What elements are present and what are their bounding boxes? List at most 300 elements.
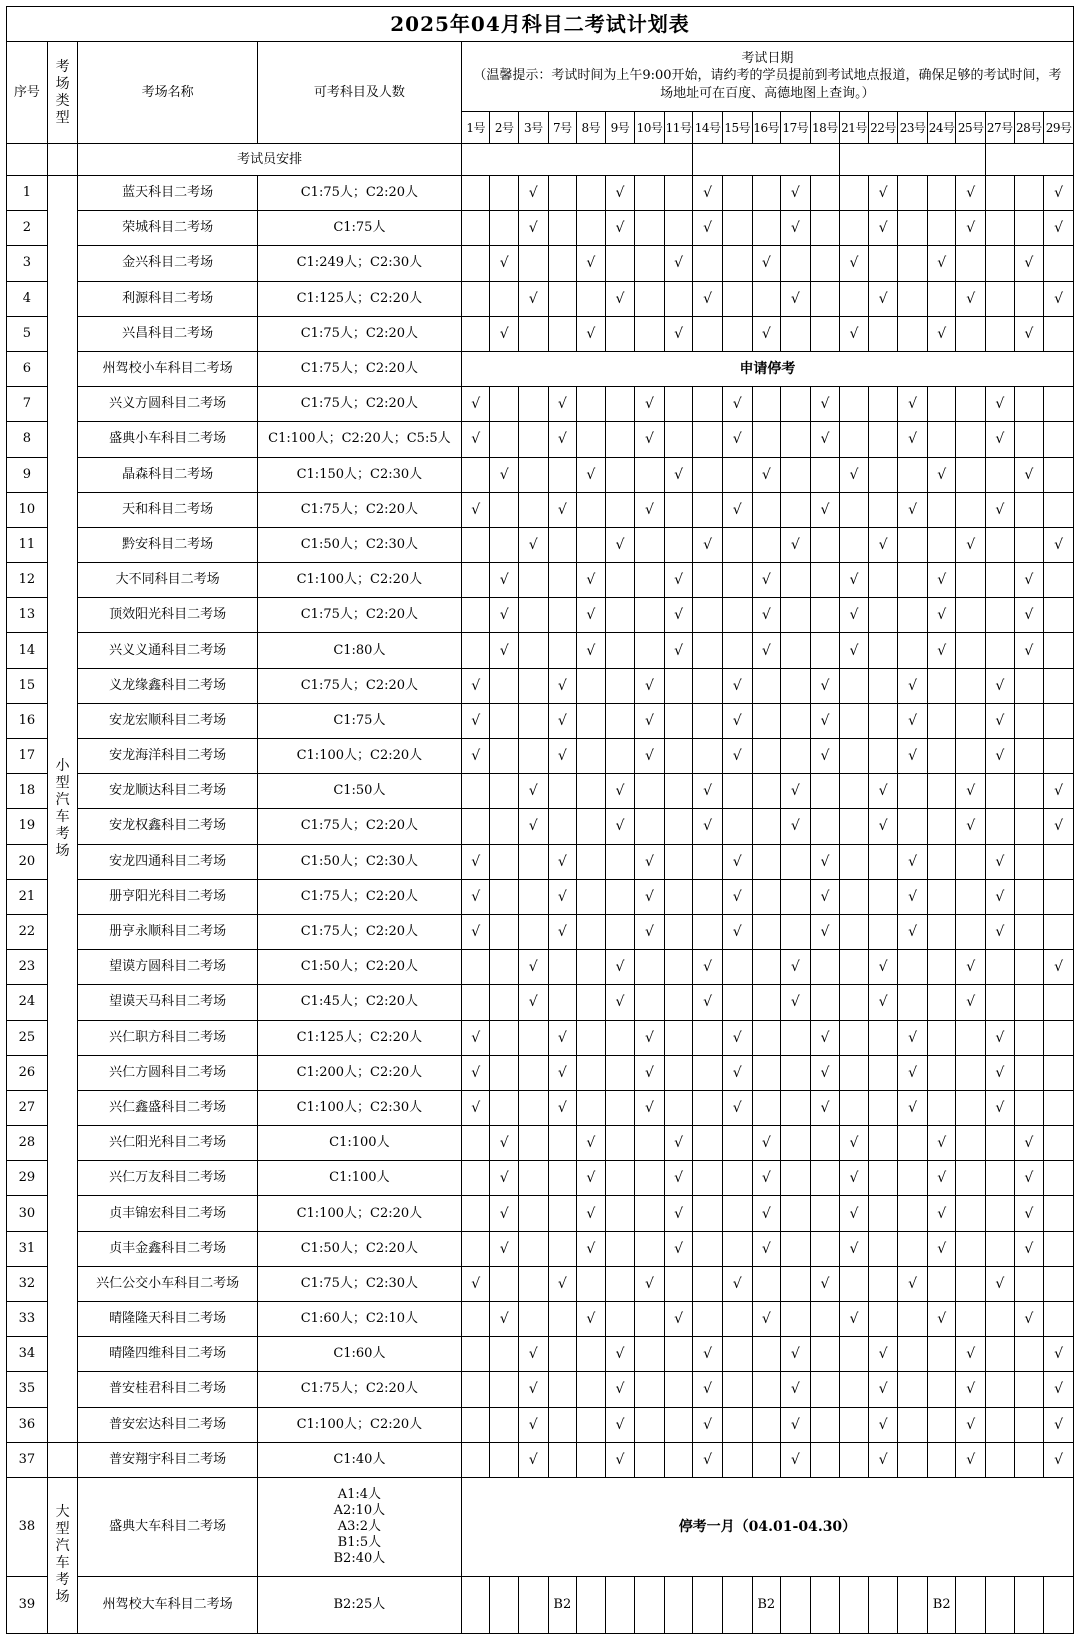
empty-day-cell [1014, 211, 1044, 246]
exam-check-mark: √ [635, 844, 665, 879]
empty-day-cell [693, 1126, 723, 1161]
exam-check-mark: √ [956, 985, 986, 1020]
exam-check-mark: √ [810, 879, 840, 914]
exam-check-mark: √ [898, 879, 928, 914]
capacity-cell: C1:75人；C2:20人 [257, 351, 461, 386]
empty-day-cell [810, 563, 840, 598]
venue-name: 兴仁方圆科目二考场 [78, 1055, 258, 1090]
exam-check-mark: √ [577, 633, 606, 668]
empty-day-cell [781, 563, 811, 598]
empty-day-cell [635, 633, 665, 668]
empty-day-cell [810, 457, 840, 492]
empty-day-cell [461, 774, 490, 809]
venue-name: 兴义方圆科目二考场 [78, 387, 258, 422]
exam-check-mark: √ [548, 1090, 577, 1125]
empty-day-cell [490, 950, 519, 985]
empty-day-cell [490, 668, 519, 703]
exam-check-mark: √ [752, 1161, 781, 1196]
empty-day-cell [840, 527, 869, 562]
capacity-cell: C1:60人；C2:10人 [257, 1302, 461, 1337]
empty-day-cell [722, 985, 752, 1020]
empty-day-cell [490, 387, 519, 422]
empty-day-cell [635, 950, 665, 985]
empty-day-cell [490, 1266, 519, 1301]
exam-check-mark: √ [518, 211, 548, 246]
empty-day-cell [752, 703, 781, 738]
empty-day-cell [693, 1090, 723, 1125]
empty-day-cell [898, 563, 928, 598]
exam-check-mark: √ [868, 1442, 898, 1477]
table-row [7, 316, 1074, 351]
exam-check-mark: √ [781, 1337, 811, 1372]
exam-check-mark: √ [927, 563, 956, 598]
empty-day-cell [548, 809, 577, 844]
empty-day-cell [868, 387, 898, 422]
empty-day-cell [810, 1126, 840, 1161]
empty-day-cell [781, 387, 811, 422]
empty-day-cell [752, 1090, 781, 1125]
venue-name: 兴仁鑫盛科目二考场 [78, 1090, 258, 1125]
day-label: 11号 [664, 112, 693, 144]
empty-day-cell [781, 879, 811, 914]
capacity-cell: C1:75人；C2:20人 [257, 1372, 461, 1407]
empty-day-cell [1014, 1090, 1044, 1125]
empty-day-cell [635, 176, 665, 211]
empty-day-cell [956, 1576, 986, 1633]
empty-day-cell [868, 914, 898, 949]
empty-day-cell [577, 1442, 606, 1477]
seq-cell: 19 [7, 809, 48, 844]
group-small-cars [47, 176, 78, 1443]
empty-day-cell [722, 176, 752, 211]
exam-check-mark: √ [548, 1020, 577, 1055]
day-label: 14号 [693, 112, 723, 144]
empty-day-cell [548, 598, 577, 633]
seq-cell: 34 [7, 1337, 48, 1372]
venue-name: 兴仁阳光科目二考场 [78, 1126, 258, 1161]
table-row [7, 1477, 1074, 1576]
capacity-cell: C1:100人；C2:30人 [257, 1090, 461, 1125]
capacity-cell: C1:75人；C2:20人 [257, 598, 461, 633]
empty-day-cell [518, 492, 548, 527]
empty-day-cell [605, 1266, 635, 1301]
exam-check-mark: √ [986, 914, 1015, 949]
empty-day-cell [1044, 879, 1074, 914]
empty-day-cell [986, 1442, 1015, 1477]
exam-check-mark: √ [752, 1196, 781, 1231]
empty-day-cell [664, 809, 693, 844]
empty-day-cell [781, 1266, 811, 1301]
empty-day-cell [548, 1231, 577, 1266]
capacity-cell: C1:150人；C2:30人 [257, 457, 461, 492]
capacity-cell: C1:100人；C2:20人；C5:5人 [257, 422, 461, 457]
exam-check-mark: √ [518, 950, 548, 985]
empty-day-cell [840, 1337, 869, 1372]
capacity-cell: C1:50人 [257, 774, 461, 809]
empty-day-cell [840, 281, 869, 316]
exam-check-mark: √ [1044, 950, 1074, 985]
day-label: 7号 [548, 112, 577, 144]
exam-check-mark: √ [635, 1266, 665, 1301]
table-row [7, 668, 1074, 703]
exam-check-mark: √ [810, 1266, 840, 1301]
seq-cell: 22 [7, 914, 48, 949]
empty-day-cell [722, 1161, 752, 1196]
capacity-cell: C1:60人 [257, 1337, 461, 1372]
venue-name: 普安桂君科目二考场 [78, 1372, 258, 1407]
empty-day-cell [605, 739, 635, 774]
empty-day-cell [461, 563, 490, 598]
empty-day-cell [1014, 1576, 1044, 1633]
empty-day-cell [810, 985, 840, 1020]
exam-check-mark: √ [986, 668, 1015, 703]
exam-check-mark: √ [1044, 1442, 1074, 1477]
empty-day-cell [518, 703, 548, 738]
empty-day-cell [605, 457, 635, 492]
exam-check-mark: √ [635, 914, 665, 949]
exam-check-mark: √ [1014, 1302, 1044, 1337]
empty-day-cell [518, 1055, 548, 1090]
day-label: 8号 [577, 112, 606, 144]
exam-check-mark: √ [664, 1126, 693, 1161]
empty-day-cell [490, 211, 519, 246]
empty-day-cell [518, 1266, 548, 1301]
examiner-cell [840, 144, 986, 176]
empty-day-cell [868, 1576, 898, 1633]
exam-check-mark: √ [927, 1196, 956, 1231]
empty-day-cell [664, 176, 693, 211]
empty-day-cell [461, 1231, 490, 1266]
empty-day-cell [868, 1196, 898, 1231]
empty-day-cell [490, 1090, 519, 1125]
exam-check-mark: √ [490, 633, 519, 668]
empty-day-cell [752, 950, 781, 985]
exam-check-mark: √ [868, 985, 898, 1020]
venue-name: 晴隆隆天科目二考场 [78, 1302, 258, 1337]
empty-day-cell [1044, 246, 1074, 281]
exam-check-mark: √ [1044, 527, 1074, 562]
capacity-cell: C1:50人；C2:30人 [257, 844, 461, 879]
empty-day-cell [461, 316, 490, 351]
empty-day-cell [1014, 879, 1044, 914]
venue-name: 蓝天科目二考场 [78, 176, 258, 211]
empty-day-cell [605, 1020, 635, 1055]
empty-day-cell [635, 246, 665, 281]
exam-check-mark: √ [1044, 774, 1074, 809]
venue-name: 大不同科目二考场 [78, 563, 258, 598]
venue-name: 盛典小车科目二考场 [78, 422, 258, 457]
empty-day-cell [1014, 422, 1044, 457]
empty-day-cell [868, 1055, 898, 1090]
table-row [7, 1090, 1074, 1125]
empty-day-cell [693, 1196, 723, 1231]
empty-day-cell [577, 774, 606, 809]
empty-day-cell [840, 703, 869, 738]
empty-day-cell [840, 774, 869, 809]
empty-day-cell [605, 633, 635, 668]
venue-name: 安龙顺达科目二考场 [78, 774, 258, 809]
exam-check-mark: √ [722, 879, 752, 914]
capacity-cell: C1:50人；C2:20人 [257, 1231, 461, 1266]
empty-day-cell [605, 316, 635, 351]
exam-check-mark: √ [1014, 598, 1044, 633]
empty-day-cell [956, 457, 986, 492]
exam-check-mark: √ [693, 985, 723, 1020]
empty-day-cell [898, 1126, 928, 1161]
empty-day-cell [927, 1407, 956, 1442]
empty-day-cell [752, 914, 781, 949]
capacity-line: B1:5人 [337, 1534, 382, 1550]
empty-day-cell [986, 598, 1015, 633]
empty-day-cell [1014, 739, 1044, 774]
empty-day-cell [1044, 598, 1074, 633]
exam-check-mark: √ [693, 774, 723, 809]
table-row [7, 1020, 1074, 1055]
seq-cell: 17 [7, 739, 48, 774]
seq-cell: 9 [7, 457, 48, 492]
empty-day-cell [927, 879, 956, 914]
empty-day-cell [810, 1372, 840, 1407]
exam-check-mark: √ [1014, 563, 1044, 598]
exam-check-mark: √ [693, 211, 723, 246]
empty-day-cell [956, 316, 986, 351]
exam-check-mark: √ [635, 492, 665, 527]
day-label: 28号 [1014, 112, 1044, 144]
seq-cell: 24 [7, 985, 48, 1020]
empty-day-cell [577, 739, 606, 774]
empty-day-cell [956, 1055, 986, 1090]
exam-check-mark: √ [781, 774, 811, 809]
empty-day-cell [635, 316, 665, 351]
empty-day-cell [752, 1055, 781, 1090]
empty-day-cell [986, 563, 1015, 598]
empty-day-cell [752, 527, 781, 562]
empty-day-cell [898, 316, 928, 351]
exam-check-mark: √ [986, 879, 1015, 914]
exam-check-mark: √ [840, 246, 869, 281]
empty-day-cell [986, 281, 1015, 316]
empty-day-cell [490, 422, 519, 457]
empty-day-cell [461, 1126, 490, 1161]
empty-day-cell [752, 387, 781, 422]
empty-day-cell [840, 844, 869, 879]
venue-name: 兴仁公交小车科目二考场 [78, 1266, 258, 1301]
empty-day-cell [752, 1337, 781, 1372]
exam-check-mark: √ [490, 1231, 519, 1266]
exam-check-mark: √ [810, 844, 840, 879]
empty-day-cell [898, 527, 928, 562]
table-row [7, 985, 1074, 1020]
empty-day-cell [868, 879, 898, 914]
exam-check-mark: √ [461, 1266, 490, 1301]
examiner-cell [986, 144, 1074, 176]
empty-day-cell [577, 950, 606, 985]
empty-day-cell [577, 1337, 606, 1372]
empty-day-cell [986, 633, 1015, 668]
exam-check-mark: √ [868, 1372, 898, 1407]
exam-check-mark: √ [461, 422, 490, 457]
seq-cell: 39 [7, 1576, 48, 1633]
exam-check-mark: √ [548, 879, 577, 914]
exam-check-mark: √ [868, 1407, 898, 1442]
exam-check-mark: √ [986, 387, 1015, 422]
exam-check-mark: √ [635, 387, 665, 422]
exam-check-mark: √ [722, 422, 752, 457]
exam-check-mark: √ [781, 527, 811, 562]
empty-day-cell [898, 633, 928, 668]
empty-day-cell [986, 985, 1015, 1020]
empty-day-cell [635, 1337, 665, 1372]
empty-day-cell [781, 1126, 811, 1161]
exam-check-mark: √ [577, 457, 606, 492]
empty-day-cell [986, 527, 1015, 562]
empty-day-cell [605, 914, 635, 949]
seq-cell: 18 [7, 774, 48, 809]
exam-check-mark: √ [781, 1372, 811, 1407]
exam-check-mark: √ [752, 563, 781, 598]
empty-day-cell [1044, 492, 1074, 527]
capacity-cell: C1:100人；C2:20人 [257, 1196, 461, 1231]
empty-day-cell [868, 844, 898, 879]
examiner-empty-seq [7, 144, 48, 176]
empty-day-cell [635, 563, 665, 598]
empty-day-cell [605, 1302, 635, 1337]
empty-day-cell [840, 914, 869, 949]
exam-check-mark: √ [840, 1161, 869, 1196]
venue-name: 金兴科目二考场 [78, 246, 258, 281]
empty-day-cell [752, 176, 781, 211]
empty-day-cell [548, 1372, 577, 1407]
empty-day-cell [781, 246, 811, 281]
empty-day-cell [752, 211, 781, 246]
empty-day-cell [1044, 1161, 1074, 1196]
exam-check-mark: √ [722, 739, 752, 774]
exam-check-mark: √ [461, 914, 490, 949]
empty-day-cell [956, 563, 986, 598]
empty-day-cell [461, 1407, 490, 1442]
empty-day-cell [956, 739, 986, 774]
empty-day-cell [461, 1161, 490, 1196]
empty-day-cell [664, 844, 693, 879]
seq-cell: 16 [7, 703, 48, 738]
exam-check-mark: √ [927, 457, 956, 492]
empty-day-cell [868, 1231, 898, 1266]
exam-check-mark: √ [664, 563, 693, 598]
empty-day-cell [635, 598, 665, 633]
empty-day-cell [635, 527, 665, 562]
date-title: 考试日期 [741, 50, 794, 66]
exam-check-mark: √ [605, 1337, 635, 1372]
empty-day-cell [664, 703, 693, 738]
venue-name: 晶森科目二考场 [78, 457, 258, 492]
empty-day-cell [927, 387, 956, 422]
empty-day-cell [490, 1020, 519, 1055]
exam-check-mark: √ [868, 809, 898, 844]
exam-check-mark: √ [927, 1126, 956, 1161]
empty-day-cell [722, 1126, 752, 1161]
empty-day-cell [693, 457, 723, 492]
empty-day-cell [840, 211, 869, 246]
header-type [47, 42, 78, 144]
empty-day-cell [461, 211, 490, 246]
empty-day-cell [605, 598, 635, 633]
empty-day-cell [840, 1020, 869, 1055]
empty-day-cell [461, 457, 490, 492]
empty-day-cell [577, 879, 606, 914]
empty-day-cell [518, 633, 548, 668]
exam-check-mark: √ [752, 633, 781, 668]
empty-day-cell [518, 1576, 548, 1633]
empty-day-cell [722, 1302, 752, 1337]
empty-day-cell [868, 1161, 898, 1196]
table-row [7, 457, 1074, 492]
exam-check-mark: √ [577, 1196, 606, 1231]
venue-name: 册亨阳光科目二考场 [78, 879, 258, 914]
exam-check-mark: √ [927, 598, 956, 633]
venue-name: 望谟天马科目二考场 [78, 985, 258, 1020]
empty-day-cell [518, 879, 548, 914]
exam-check-mark: √ [577, 1302, 606, 1337]
exam-check-mark: √ [490, 1161, 519, 1196]
empty-day-cell [956, 1126, 986, 1161]
empty-day-cell [577, 914, 606, 949]
empty-day-cell [722, 281, 752, 316]
exam-check-mark: √ [1014, 246, 1044, 281]
empty-day-cell [956, 246, 986, 281]
empty-day-cell [927, 774, 956, 809]
empty-day-cell [664, 1020, 693, 1055]
empty-day-cell [1044, 1020, 1074, 1055]
exam-check-mark: √ [548, 422, 577, 457]
empty-day-cell [868, 1266, 898, 1301]
empty-day-cell [781, 598, 811, 633]
exam-check-mark: √ [868, 281, 898, 316]
capacity-cell: C1:75人；C2:20人 [257, 176, 461, 211]
empty-day-cell [781, 1196, 811, 1231]
day-label: 2号 [490, 112, 519, 144]
empty-day-cell [722, 1372, 752, 1407]
exam-check-mark: √ [518, 176, 548, 211]
empty-day-cell [752, 1442, 781, 1477]
empty-day-cell [461, 985, 490, 1020]
exam-check-mark: √ [956, 281, 986, 316]
empty-day-cell [461, 1442, 490, 1477]
venue-name: 州驾校大车科目二考场 [78, 1576, 258, 1633]
empty-day-cell [868, 316, 898, 351]
table-row [7, 351, 1074, 386]
exam-check-mark: √ [956, 1407, 986, 1442]
seq-cell: 38 [7, 1477, 48, 1576]
empty-day-cell [1044, 1266, 1074, 1301]
empty-day-cell [868, 703, 898, 738]
exam-check-mark: √ [810, 492, 840, 527]
empty-day-cell [752, 1372, 781, 1407]
exam-check-mark: √ [956, 211, 986, 246]
empty-day-cell [986, 457, 1015, 492]
empty-day-cell [605, 1196, 635, 1231]
seq-cell: 11 [7, 527, 48, 562]
table-row [7, 1231, 1074, 1266]
empty-day-cell [1044, 1126, 1074, 1161]
exam-check-mark: √ [605, 1372, 635, 1407]
exam-check-mark: √ [664, 1196, 693, 1231]
exam-check-mark: √ [1044, 1372, 1074, 1407]
table-row [7, 527, 1074, 562]
exam-check-mark: √ [461, 739, 490, 774]
empty-day-cell [518, 1090, 548, 1125]
empty-day-cell [1014, 492, 1044, 527]
examiner-cell [461, 144, 692, 176]
